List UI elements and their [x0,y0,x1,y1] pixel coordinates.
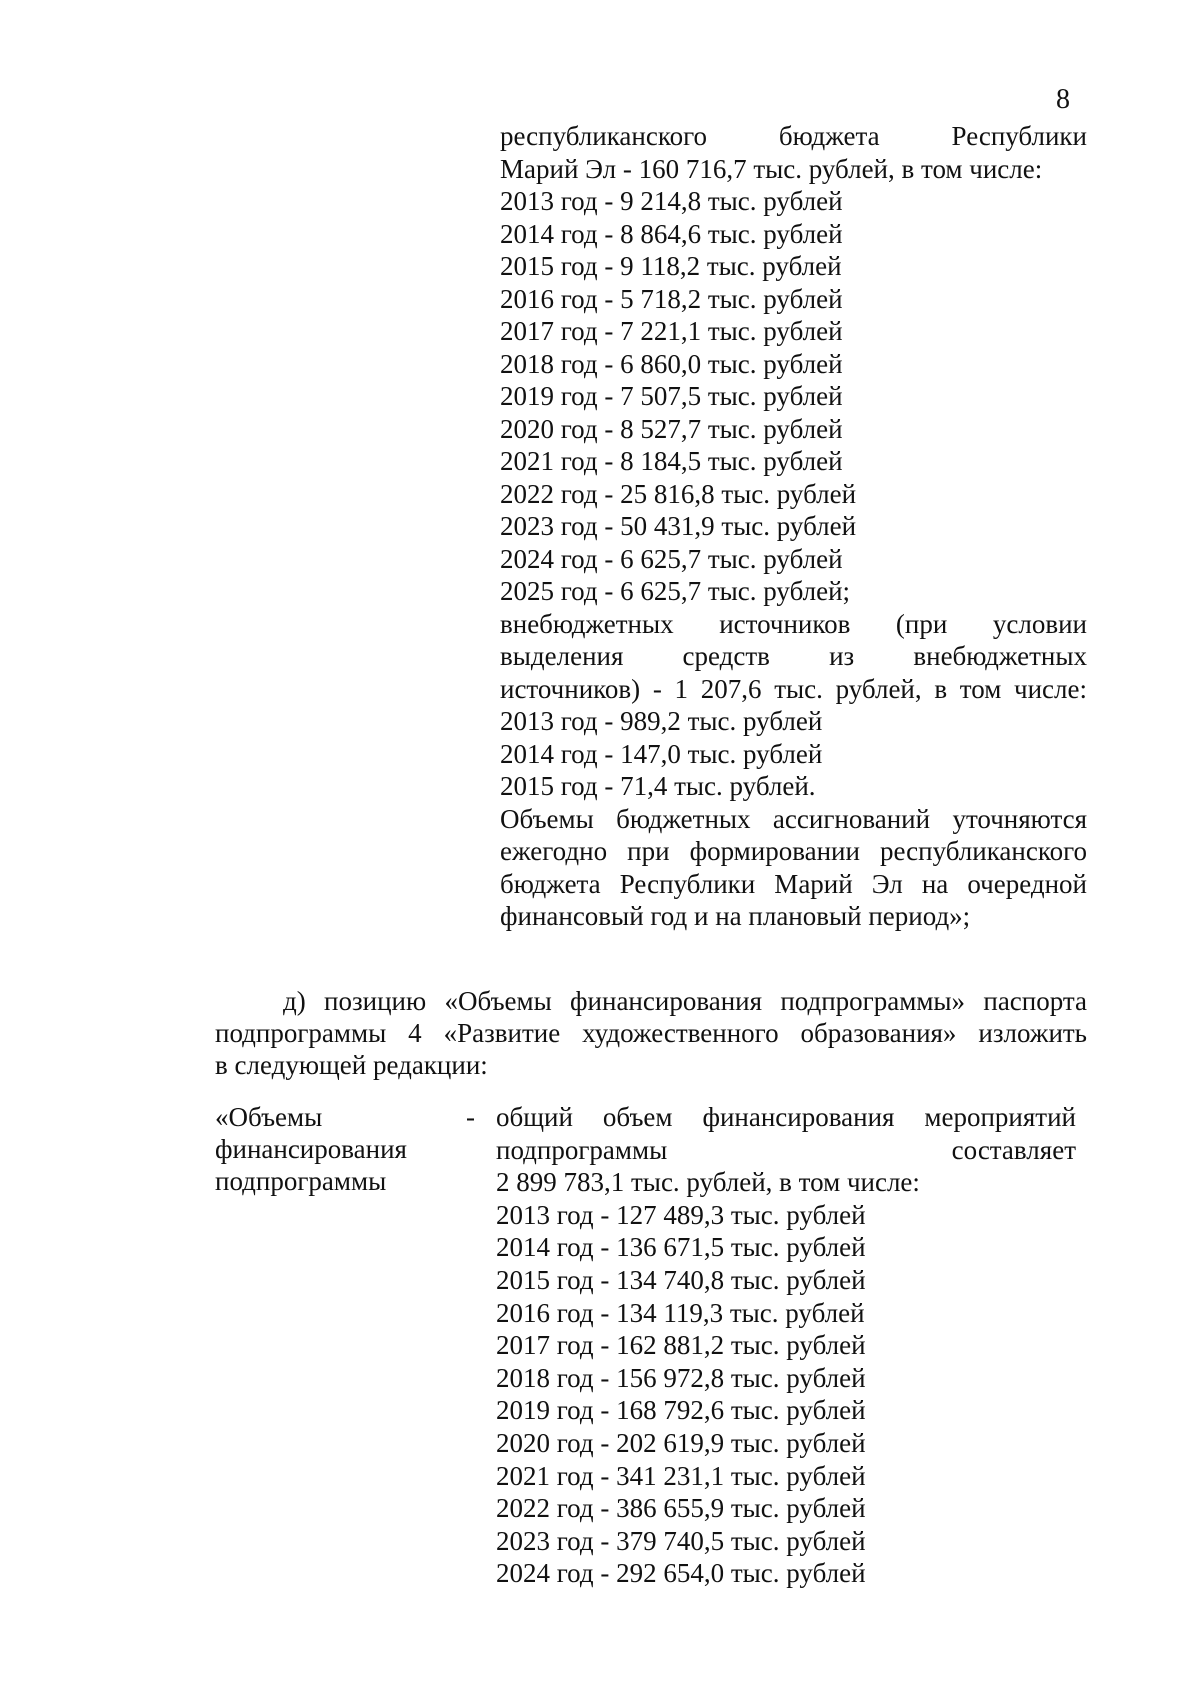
year-amount-line: 2016 год - 134 119,3 тыс. рублей [496,1297,865,1328]
year-amount-line: 2016 год - 5 718,2 тыс. рублей [500,283,843,314]
year-amount-line: 2024 год - 292 654,0 тыс. рублей [496,1558,866,1589]
page-number: 8 [1056,84,1070,115]
year-amount-line: 2020 год - 8 527,7 тыс. рублей [500,413,843,444]
year-amount-line: 2015 год - 134 740,8 тыс. рублей [496,1264,866,1295]
year-amount-line: 2022 год - 386 655,9 тыс. рублей [496,1493,866,1524]
year-amount-line: 2014 год - 147,0 тыс. рублей [500,738,823,769]
separator-dash: - [466,1102,475,1132]
label-line: финансирования [215,1134,407,1164]
text-line: источников) - 1 207,6 тыс. рублей, в том числе: [500,673,1087,704]
year-amount-line: 2018 год - 6 860,0 тыс. рублей [500,348,843,379]
text-line: 2 899 783,1 тыс. рублей, в том числе: [496,1167,920,1198]
text-line: внебюджетных источников (при условии [500,608,1087,639]
year-amount-line: 2017 год - 7 221,1 тыс. рублей [500,316,843,346]
year-amount-line: 2017 год - 162 881,2 тыс. рублей [496,1330,866,1361]
year-amount-line: 2018 год - 156 972,8 тыс. рублей [496,1362,866,1393]
text-line: ежегодно при формировании республиканского [500,836,1087,866]
year-amount-line: 2020 год - 202 619,9 тыс. рублей [496,1427,866,1458]
text-line: д) позицию «Объемы финансирования подпрограммы» паспорта [283,986,1087,1016]
year-amount-line: 2021 год - 8 184,5 тыс. рублей [500,446,843,476]
year-amount-line: 2024 год - 6 625,7 тыс. рублей [500,543,843,574]
text-line: общий объем финансирования мероприятий [496,1102,1076,1132]
text-line: Марий Эл - 160 716,7 тыс. рублей, в том числе: [500,153,1043,184]
year-amount-line: 2015 год - 71,4 тыс. рублей. [500,771,816,801]
text-line: в следующей редакции: [215,1050,488,1080]
text-line: финансовый год и на плановый период»; [500,901,971,931]
year-amount-line: 2013 год - 9 214,8 тыс. рублей [500,186,843,216]
year-amount-line: 2013 год - 989,2 тыс. рублей [500,706,823,736]
year-amount-line: 2014 год - 8 864,6 тыс. рублей [500,218,843,249]
text-line: Объемы бюджетных ассигнований уточняются [500,803,1087,834]
year-amount-line: 2022 год - 25 816,8 тыс. рублей [500,478,857,509]
text-line: бюджета Республики Марий Эл на очередной [500,868,1087,899]
text-line: подпрограммы составляет [496,1134,1076,1165]
year-amount-line: 2021 год - 341 231,1 тыс. рублей [496,1460,866,1491]
year-amount-line: 2023 год - 379 740,5 тыс. рублей [496,1525,866,1556]
year-amount-line: 2014 год - 136 671,5 тыс. рублей [496,1232,866,1263]
year-amount-line: 2025 год - 6 625,7 тыс. рублей; [500,576,851,606]
year-amount-line: 2019 год - 7 507,5 тыс. рублей [500,381,843,411]
text-line: выделения средств из внебюджетных [500,641,1087,671]
year-amount-line: 2023 год - 50 431,9 тыс. рублей [500,511,857,541]
year-amount-line: 2019 год - 168 792,6 тыс. рублей [496,1395,866,1426]
paragraph-d [215,985,1087,1081]
funding-text-block-2 [496,1101,1076,1590]
year-amount-line: 2013 год - 127 489,3 тыс. рублей [496,1199,866,1230]
position-label [215,1101,465,1197]
year-amount-line: 2015 год - 9 118,2 тыс. рублей [500,251,842,281]
label-line: подпрограммы [215,1166,387,1196]
funding-text-block-1 [500,120,1087,933]
text-line: республиканского бюджета Республики [500,121,1087,151]
label-line: «Объемы [215,1102,323,1132]
text-line: подпрограммы 4 «Развитие художественного образования» изложить [215,1018,1087,1048]
